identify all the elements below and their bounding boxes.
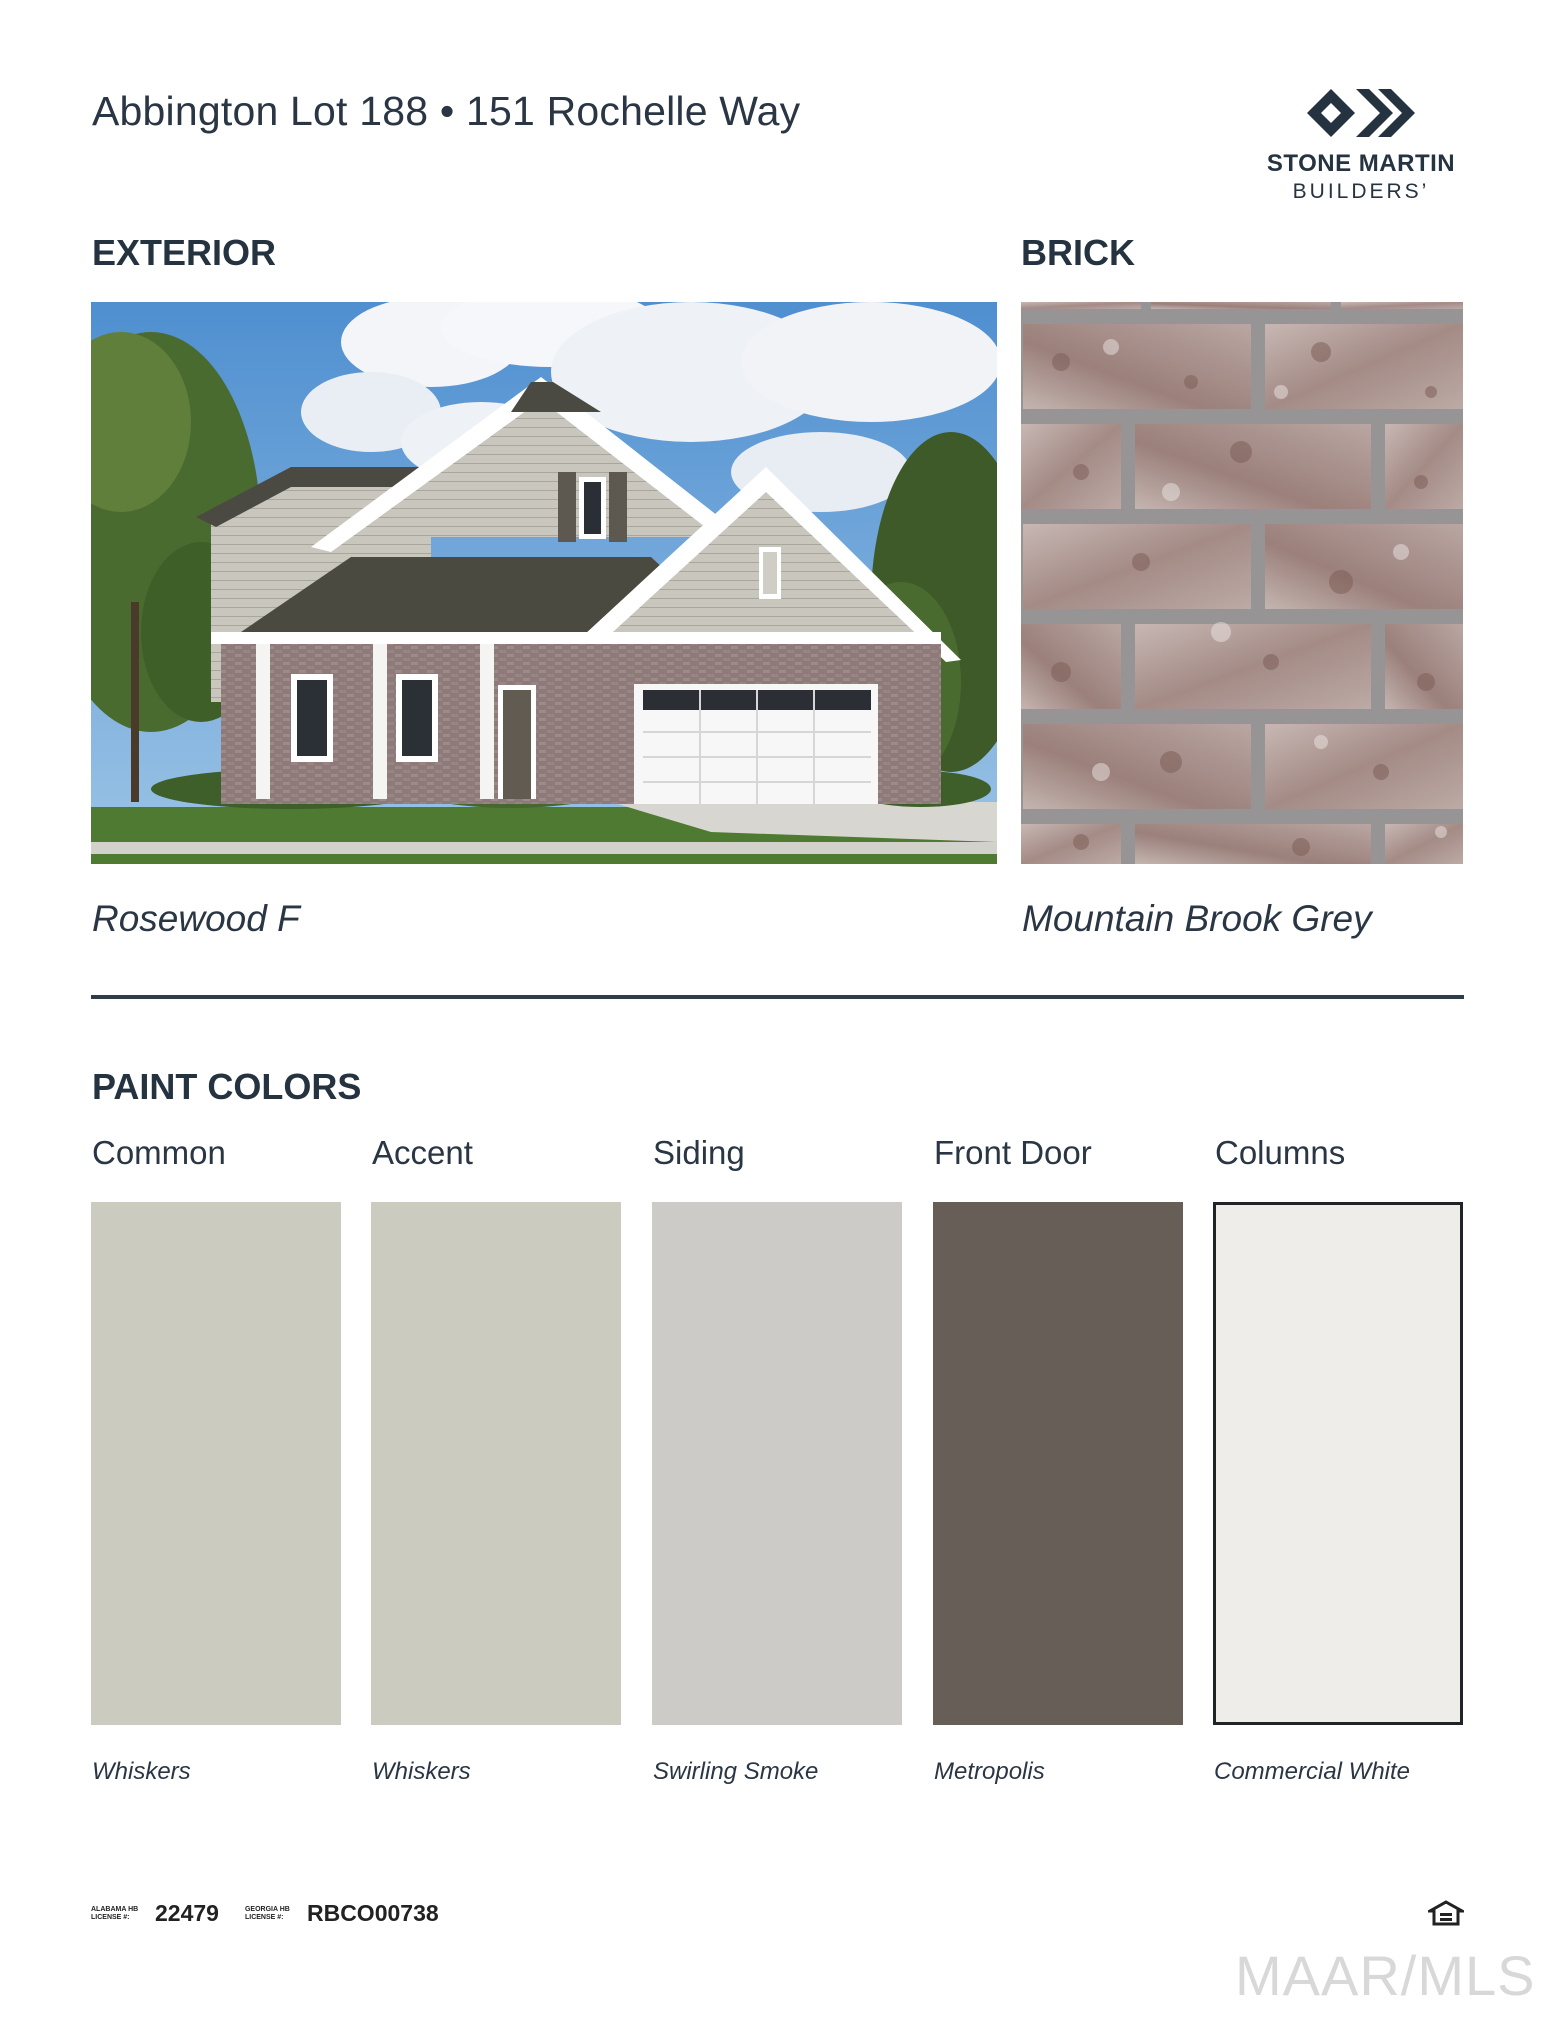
exterior-heading: EXTERIOR (92, 232, 277, 273)
swatch-columns (1213, 1202, 1463, 1725)
logo-text-stone-martin: STONE MARTIN (1266, 150, 1456, 177)
section-divider (91, 995, 1464, 999)
swatch-name-front-door: Metropolis (934, 1758, 1045, 1785)
mls-watermark: MAAR/MLS (1235, 1944, 1536, 2007)
brick-heading: BRICK (1021, 232, 1135, 273)
swatch-siding (652, 1202, 902, 1725)
stone-martin-logo (1254, 86, 1468, 208)
exterior-caption: Rosewood F (92, 898, 300, 939)
swatch-label-siding: Siding (653, 1134, 745, 1171)
swatch-name-columns: Commercial White (1214, 1758, 1411, 1785)
swatch-label-front-door: Front Door (934, 1134, 1092, 1171)
swatch-name-accent: Whiskers (372, 1758, 471, 1785)
al-license-label: ALABAMA HB LICENSE #: (91, 1905, 139, 1921)
logo-text-builders: BUILDERS’ (1292, 180, 1430, 203)
exterior-house-image (91, 302, 997, 864)
brick-sample-image (1021, 302, 1463, 864)
license-info (91, 1900, 465, 1940)
paint-colors-heading: PAINT COLORS (92, 1066, 362, 1107)
swatch-common (91, 1202, 341, 1725)
al-license-number: 22479 (155, 1900, 219, 1926)
swatch-label-common: Common (92, 1134, 226, 1171)
ga-license-number: RBCO00738 (306, 1900, 439, 1926)
logo-mark-icon (1304, 86, 1418, 140)
swatch-label-columns: Columns (1215, 1134, 1346, 1171)
swatch-name-siding: Swirling Smoke (653, 1758, 819, 1785)
equal-housing-icon (1428, 1900, 1464, 1926)
swatch-front-door (933, 1202, 1183, 1725)
page-title: Abbington Lot 188 • 151 Rochelle Way (92, 88, 801, 134)
ga-license-label: GEORGIA HB LICENSE #: (244, 1905, 290, 1921)
swatch-accent (371, 1202, 621, 1725)
swatch-name-common: Whiskers (92, 1758, 191, 1785)
swatch-label-accent: Accent (372, 1134, 473, 1171)
brick-caption: Mountain Brook Grey (1022, 898, 1372, 939)
